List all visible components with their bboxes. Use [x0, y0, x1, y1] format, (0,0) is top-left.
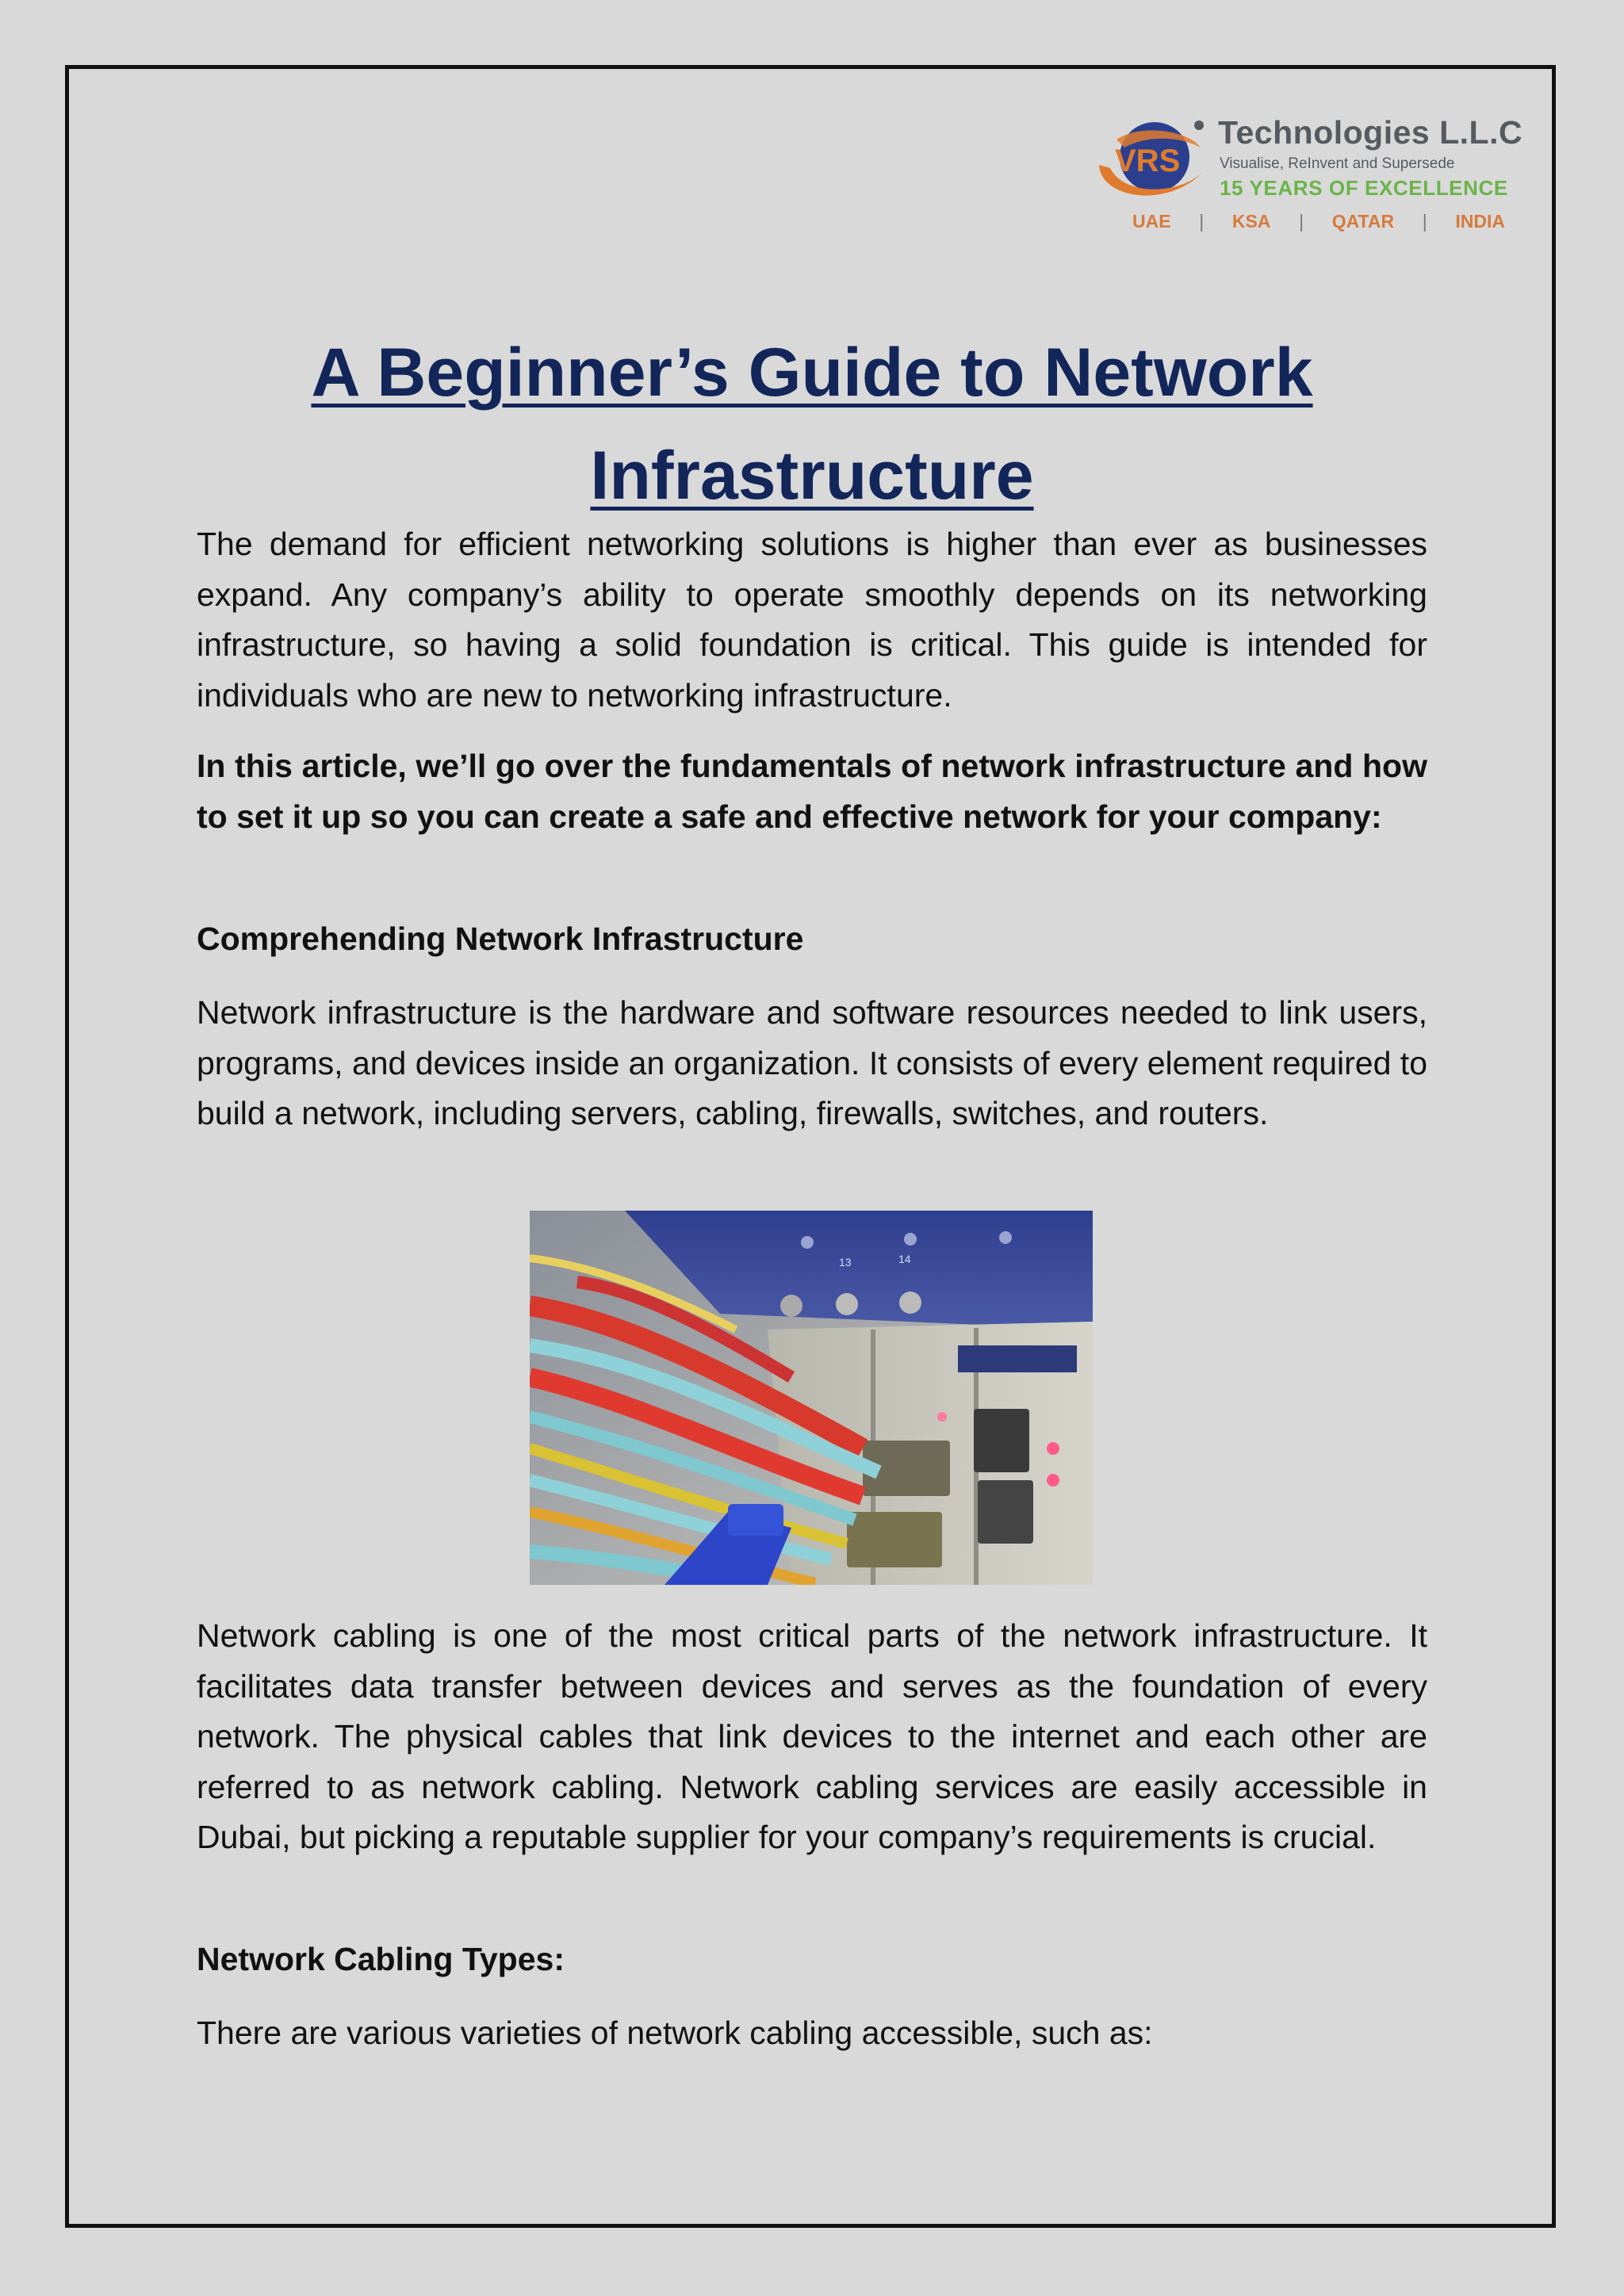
paragraph-text: Network cabling is one of the most critical parts of the network infrastructure. It facilitates data transfer between devices and serves as the foundation of every network. The physical cables that link devices to the internet and each other are referred to as network cabling. Network cabling services are easily accessible in Dubai, but picking a reputable supplier for your company’s requirements is crucial. — [197, 1617, 1427, 1855]
paragraph-text: The demand for efficient networking solutions is higher than ever as businesses expand. Any company’s ability to operate smoothly depends on its networking infrastructure, so having a solid foundation is critical. This guide is intended for individuals who are new to networking infrastructure. — [197, 526, 1427, 714]
port-number-14: 14 — [898, 1253, 911, 1265]
heading-text: Network Cabling Types: — [197, 1941, 565, 1977]
paragraph-text: In this article, we’ll go over the fundamentals of network infrastructure and how to set it up so you can create a safe and effective network for your company: — [197, 748, 1427, 835]
region-separator: | — [1199, 211, 1205, 232]
region-separator: | — [1299, 211, 1304, 232]
region-separator: | — [1422, 211, 1427, 232]
logo-company-name: Technologies L.L.C — [1218, 114, 1523, 151]
region-india: INDIA — [1455, 211, 1505, 232]
company-logo — [1093, 111, 1523, 246]
region-qatar: QATAR — [1331, 211, 1395, 232]
logo-mark-text: VRS — [1115, 144, 1181, 178]
vrs-logo-icon — [1093, 116, 1212, 211]
section-heading-cabling-types — [197, 1934, 1427, 1985]
network-infrastructure-paragraph — [197, 988, 1427, 1139]
article-title: A Beginner’s Guide to Network Infrastructure — [311, 335, 1313, 514]
logo-regions — [1132, 211, 1505, 232]
network-switch-photo — [530, 1211, 1093, 1585]
logo-tagline: Visualise, ReInvent and Supersede — [1220, 155, 1455, 172]
section-heading-network-infrastructure — [197, 914, 1427, 965]
paragraph-text: Network infrastructure is the hardware and software resources needed to link users, programs, and devices inside an organization. It consists of every element required to build a network, including servers, cabling, firewalls, switches, and routers. — [197, 994, 1427, 1131]
port-number-13: 13 — [839, 1256, 852, 1269]
region-ksa: KSA — [1231, 211, 1271, 232]
network-switch-cables-photo-icon — [530, 1211, 1093, 1585]
logo-excellence: 15 YEARS OF EXCELLENCE — [1220, 176, 1508, 200]
network-cabling-paragraph — [197, 1611, 1427, 1863]
intro-paragraph — [197, 519, 1427, 721]
cabling-types-intro — [197, 2008, 1427, 2059]
heading-text: Comprehending Network Infrastructure — [197, 920, 804, 957]
paragraph-text: There are various varieties of network cabling accessible, such as: — [197, 2015, 1153, 2051]
region-uae: UAE — [1132, 211, 1171, 232]
article-summary — [197, 741, 1427, 842]
